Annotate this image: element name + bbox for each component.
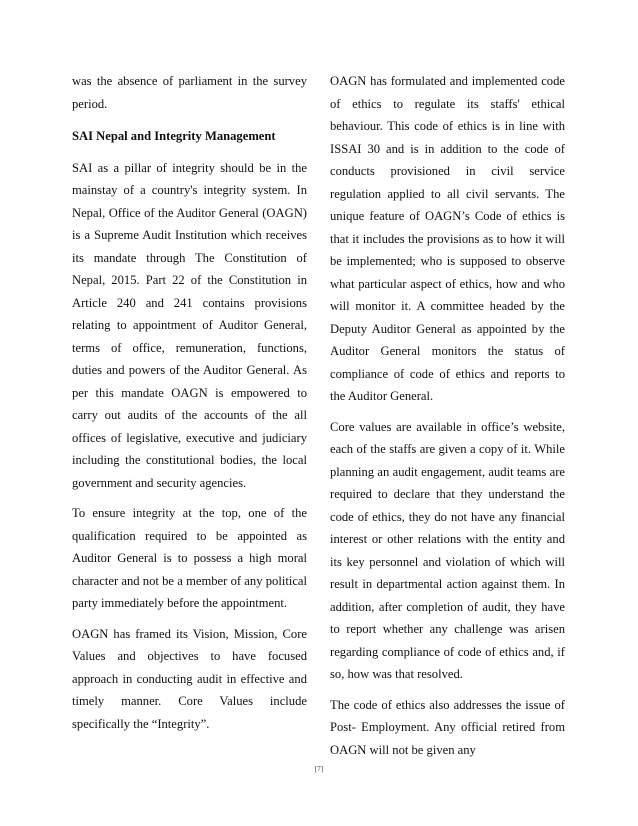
section-heading: SAI Nepal and Integrity Management (72, 129, 276, 143)
left-column (72, 70, 307, 743)
left-paragraph-2: To ensure integrity at the top, one of the qualification required to be appointed as Auditor General is to possess a high moral character and not be a member of any political party immediately before the appointment. (72, 506, 307, 610)
right-paragraph-1: OAGN has formulated and implemented code of ethics to regulate its staffs' ethical behaviour. This code of ethics is in line with ISSAI 30 and is in addition to the code of conducts provisioned in civil service regulation applied to all civil servants. The unique feature of OAGN’s Code of ethics is that it includes the provisions as to how it will be implemented; who is supposed to observe what particular aspect of ethics, how and who will monitor it. A committee headed by the Deputy Auditor General as appointed by the Auditor General monitors the status of compliance of code of ethics and reports to the Auditor General. (330, 74, 565, 403)
right-paragraph-3: The code of ethics also addresses the issue of Post- Employment. Any official retired from OAGN will not be given any (330, 697, 565, 757)
right-column (330, 70, 565, 769)
left-paragraph-1: SAI as a pillar of integrity should be in the mainstay of a country's integrity system. In Nepal, Office of the Auditor General (OAGN) is a Supreme Audit Institution which receives its mandate through The Constitution of Nepal, 2015. Part 22 of the Constitution in Article 240 and 241 contains provisions relating to appointment of Auditor General, terms of office, remuneration, functions, duties and powers of the Auditor General. As per this mandate OAGN is empowered to carry out audits of the accounts of the all offices of legislative, executive and judiciary including the constitutional bodies, the local government and security agencies. (72, 160, 307, 490)
right-paragraph-2: Core values are available in office’s website, each of the staffs are given a copy of it. While planning an audit engagement, audit teams are required to declare that they understand the code of ethics, they do not have any financial interest or other relations with the entity and its key personnel and violation of which will result in departmental action against them. In addition, after completion of audit, they have to report whether any challenge was arisen regarding compliance of code of ethics and, if so, how was that resolved. (330, 419, 565, 681)
page-number: [7] (314, 765, 324, 773)
left-paragraph-3: OAGN has framed its Vision, Mission, Core Values and objectives to have focused approach in conducting audit in effective and timely manner. Core Values include specifically the “Integrity”. (72, 626, 307, 731)
left-paragraph-continued: was the absence of parliament in the survey period. (72, 74, 307, 111)
